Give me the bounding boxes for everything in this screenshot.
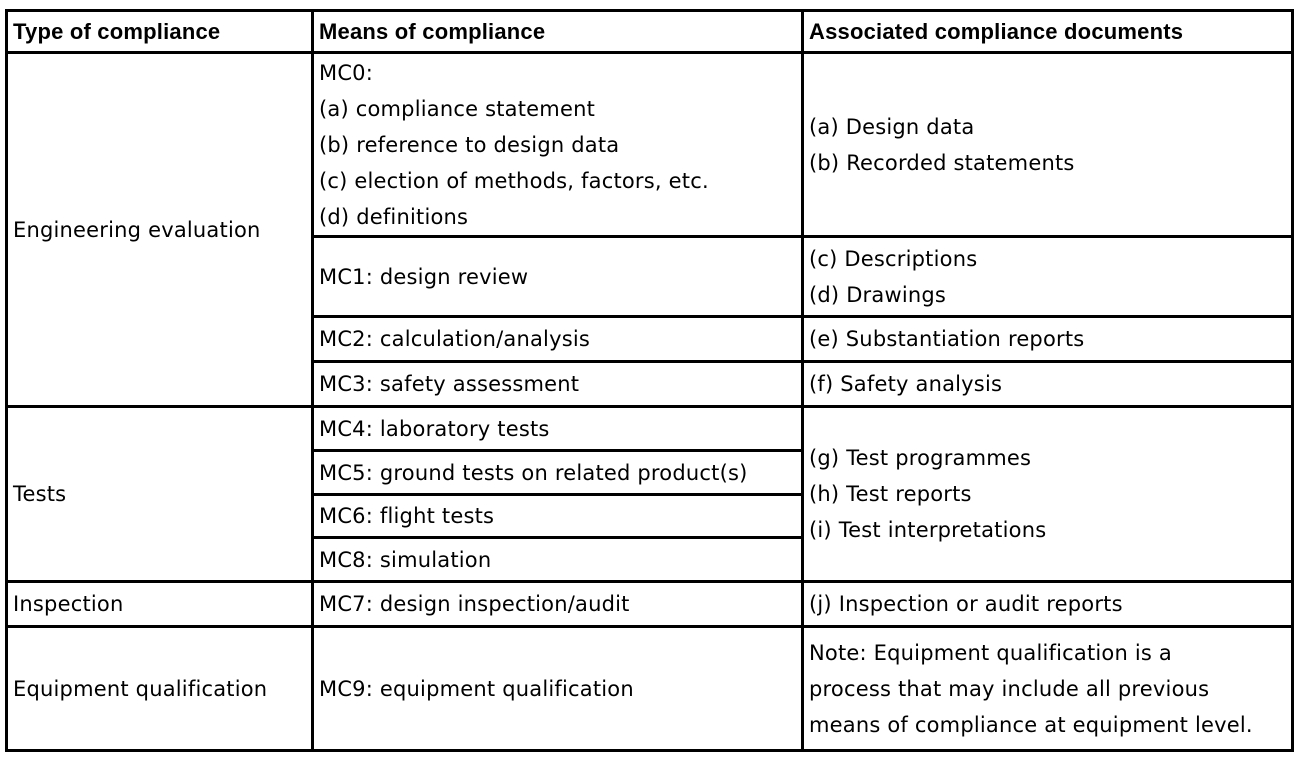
docs-equipment-note — [803, 627, 1293, 751]
means-mc7: MC7: design inspection/audit — [313, 582, 803, 627]
compliance-table — [5, 9, 1294, 752]
type-engineering-evaluation: Engineering evaluation — [7, 53, 313, 407]
means-mc0 — [313, 53, 803, 237]
type-tests: Tests — [7, 407, 313, 582]
means-mc3: MC3: safety assessment — [313, 362, 803, 407]
doc-test-interpretations: (i) Test interpretations — [809, 518, 1047, 542]
doc-design-data: (a) Design data — [809, 114, 975, 139]
means-mc5: MC5: ground tests on related product(s) — [313, 451, 803, 495]
header-means-of-compliance: Means of compliance — [313, 11, 803, 53]
note-line-2: process that may include all previous — [809, 676, 1210, 701]
means-mc1: MC1: design review — [313, 237, 803, 317]
table-row — [7, 627, 1293, 751]
means-mc8: MC8: simulation — [313, 538, 803, 582]
table-row — [7, 53, 1293, 237]
docs-mc1 — [803, 237, 1293, 317]
mc0-item-c: (c) election of methods, factors, etc. — [319, 168, 709, 193]
doc-test-reports: (h) Test reports — [809, 482, 972, 506]
means-mc4: MC4: laboratory tests — [313, 407, 803, 451]
docs-inspection: (j) Inspection or audit reports — [803, 582, 1293, 627]
type-equipment-qualification: Equipment qualification — [7, 627, 313, 751]
docs-mc0 — [803, 53, 1293, 237]
table-row — [7, 407, 1293, 451]
doc-descriptions: (c) Descriptions — [809, 246, 978, 271]
note-line-3: means of compliance at equipment level. — [809, 712, 1253, 737]
note-line-1: Note: Equipment qualification is a — [809, 640, 1172, 665]
doc-test-programmes: (g) Test programmes — [809, 446, 1032, 470]
mc0-title: MC0: — [319, 60, 374, 85]
docs-tests — [803, 407, 1293, 582]
means-mc6: MC6: flight tests — [313, 495, 803, 538]
docs-mc2: (e) Substantiation reports — [803, 317, 1293, 362]
means-mc9: MC9: equipment qualification — [313, 627, 803, 751]
header-row — [7, 11, 1293, 53]
header-type-of-compliance: Type of compliance — [7, 11, 313, 53]
doc-recorded-statements: (b) Recorded statements — [809, 150, 1075, 175]
mc0-item-b: (b) reference to design data — [319, 132, 620, 157]
docs-mc3: (f) Safety analysis — [803, 362, 1293, 407]
type-inspection: Inspection — [7, 582, 313, 627]
header-associated-documents: Associated compliance documents — [803, 11, 1293, 53]
mc0-item-a: (a) compliance statement — [319, 96, 596, 121]
mc0-item-d: (d) definitions — [319, 204, 469, 229]
means-mc2: MC2: calculation/analysis — [313, 317, 803, 362]
doc-drawings: (d) Drawings — [809, 282, 947, 307]
table-row — [7, 582, 1293, 627]
